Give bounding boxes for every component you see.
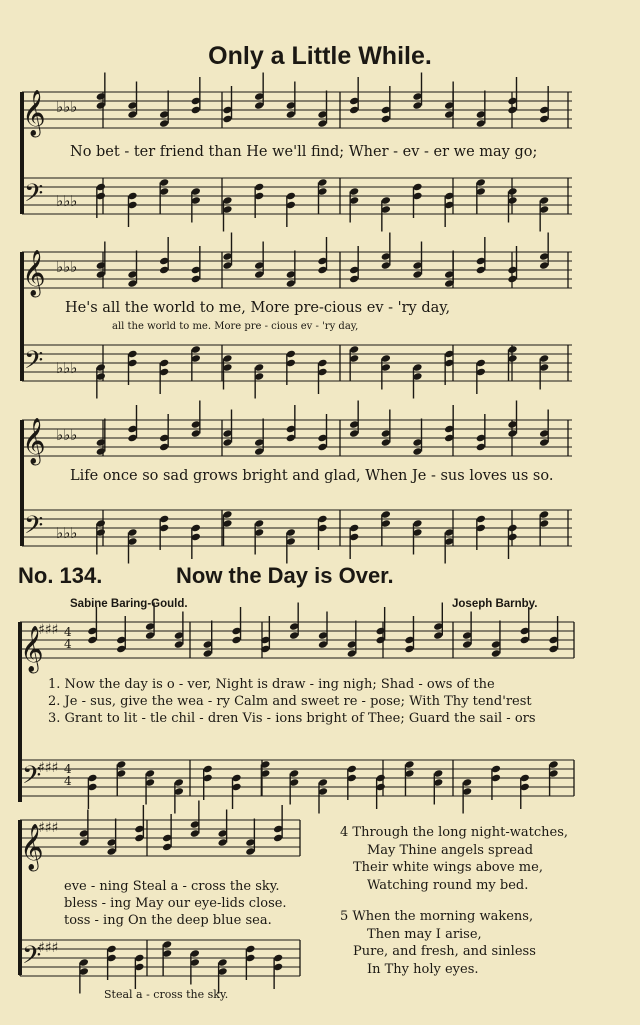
bass-lyric: Steal a - cross the sky. xyxy=(104,988,229,1001)
key-signature-icon: ♭♭♭ xyxy=(56,98,78,116)
time-signature-bottom: 4 xyxy=(64,774,72,788)
time-signature-bottom: 4 xyxy=(64,637,72,651)
verse-4-line-4: Watching round my bed. xyxy=(367,877,529,893)
key-signature-icon: ♯♯♯ xyxy=(38,760,59,776)
verse-5-line-1: 5 When the morning wakens, xyxy=(340,909,534,924)
verse-2-end: bless - ing May our eye-lids close. xyxy=(64,896,287,911)
verse-5-line-3: Pure, and fresh, and sinless xyxy=(353,944,536,959)
verse-2-line: 2. Je - sus, give the wea - ry Calm and sweet re - pose; With Thy tend'rest xyxy=(48,694,532,709)
key-signature-icon: ♭♭♭ xyxy=(56,524,78,542)
bass-clef-icon: 𝄢 xyxy=(24,346,44,381)
key-signature-icon: ♯♯♯ xyxy=(38,940,59,956)
time-signature-top: 4 xyxy=(64,762,72,776)
treble-clef-icon: 𝄞 xyxy=(22,418,46,464)
bass-clef-icon: 𝄢 xyxy=(22,941,42,976)
time-signature-top: 4 xyxy=(64,625,72,639)
verse-3-line: 3. Grant to lit - tle chil - dren Vis - ions bright of Thee; Guard the sail - ors xyxy=(48,711,536,726)
key-signature-icon: ♭♭♭ xyxy=(56,258,78,276)
hymn-title-2: Now the Day is Over. xyxy=(176,563,394,588)
verse-5-line-2: Then may I arise, xyxy=(367,926,482,942)
key-signature-icon: ♭♭♭ xyxy=(56,192,78,210)
verse-1-line: 1. Now the day is o - ver, Night is draw - ing nigh; Shad - ows of the xyxy=(48,677,495,692)
lyric-line-2-bass: all the world to me. More pre - cious ev - 'ry day, xyxy=(112,321,359,332)
key-signature-icon: ♯♯♯ xyxy=(38,622,59,638)
treble-clef-icon: 𝄞 xyxy=(20,824,44,870)
verse-5-line-4: In Thy holy eyes. xyxy=(367,961,479,977)
bass-clef-icon: 𝄢 xyxy=(24,511,44,546)
treble-clef-icon: 𝄞 xyxy=(20,626,44,672)
lyric-line-1: No bet - ter friend than He we'll find; Wher - ev - er we may go; xyxy=(70,144,538,160)
verse-4-line-1: 4 Through the long night-watches, xyxy=(340,825,569,840)
treble-clef-icon: 𝄞 xyxy=(22,250,46,296)
verse-3-end: toss - ing On the deep blue sea. xyxy=(64,913,272,928)
verse-4-line-3: Their white wings above me, xyxy=(353,860,543,875)
treble-clef-icon: 𝄞 xyxy=(22,90,46,136)
lyric-line-2: He's all the world to me, More pre-cious ev - 'ry day, xyxy=(65,300,451,316)
verse-4 xyxy=(340,824,568,894)
key-signature-icon: ♯♯♯ xyxy=(38,820,59,836)
verse-4-line-2: May Thine angels spread xyxy=(367,842,534,858)
composer-credit: Joseph Barnby. xyxy=(452,598,538,610)
bass-clef-icon: 𝄢 xyxy=(22,761,42,796)
verse-1-end: eve - ning Steal a - cross the sky. xyxy=(64,879,280,894)
verse-5 xyxy=(340,908,536,978)
lyric-line-3: Life once so sad grows bright and glad, When Je - sus loves us so. xyxy=(70,468,554,484)
hymn-number: No. 134. xyxy=(18,563,103,588)
author-credit: Sabine Baring-Gould. xyxy=(70,598,188,610)
hymn-title: Only a Little While. xyxy=(208,42,432,70)
key-signature-icon: ♭♭♭ xyxy=(56,426,78,444)
bass-clef-icon: 𝄢 xyxy=(24,179,44,214)
key-signature-icon: ♭♭♭ xyxy=(56,359,78,377)
